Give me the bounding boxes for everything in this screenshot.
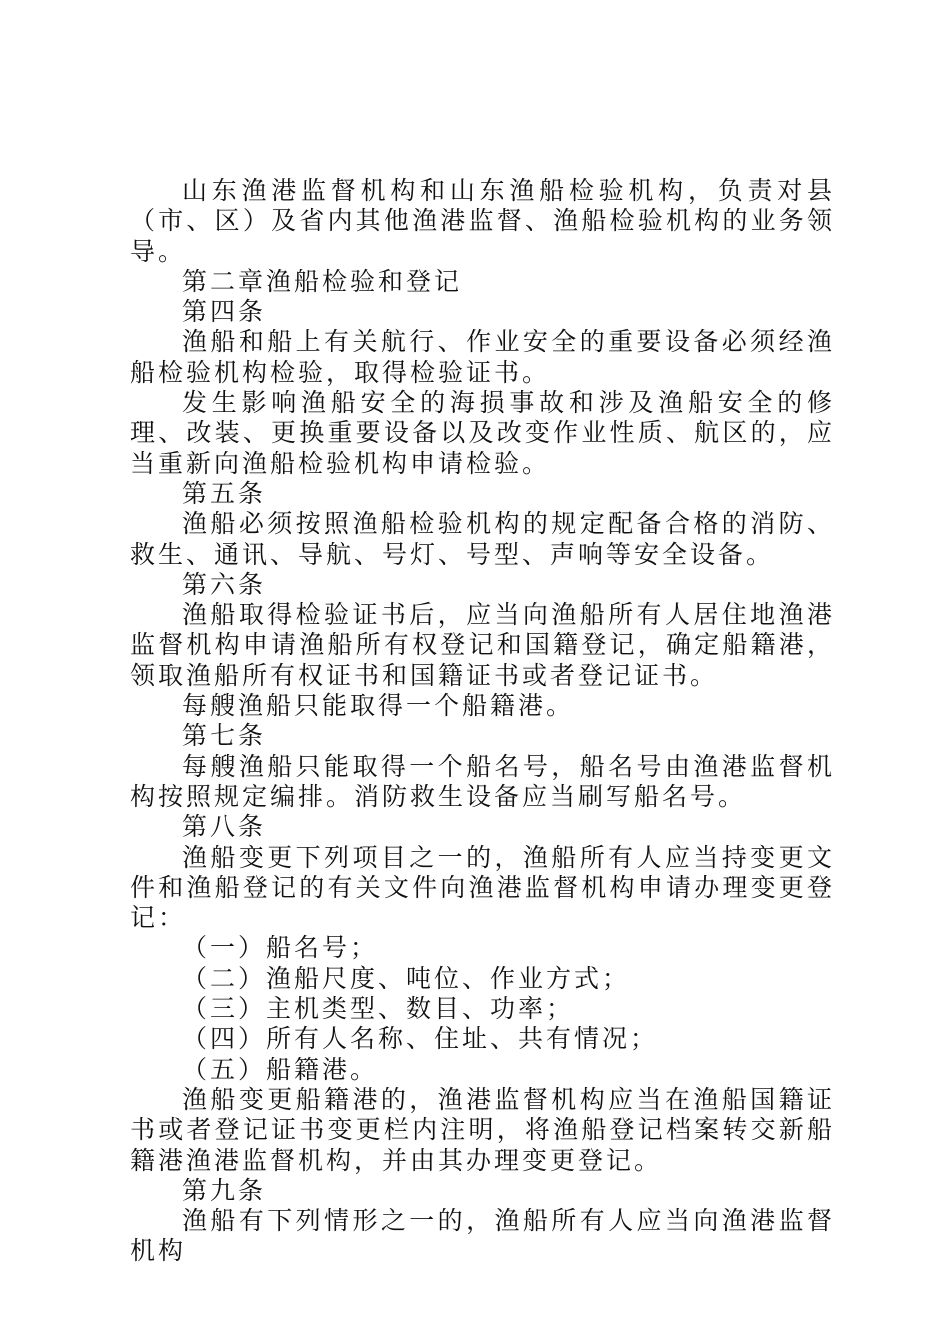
article-8-item-1: （一）船名号； (182, 933, 379, 963)
article-9-paragraph-1: 渔船有下列情形之一的，渔船所有人应当向渔港监督机构 (130, 1206, 835, 1266)
article-8-item-2: （二）渔船尺度、吨位、作业方式； (182, 963, 631, 993)
article-7-paragraph-1: 每艘渔船只能取得一个船名号，船名号由渔港监督机构按照规定编排。消防救生设备应当刷写船名号。 (130, 751, 835, 811)
article-4-paragraph-2: 发生影响渔船安全的海损事故和涉及渔船安全的修理、改装、更换重要设备以及改变作业性质、航区的，应当重新向渔船检验机构申请检验。 (130, 388, 835, 478)
article-8-paragraph-1: 渔船变更下列项目之一的，渔船所有人应当持变更文件和渔船登记的有关文件向渔港监督机构申请办理变更登记： (130, 842, 835, 933)
article-9-heading: 第九条 (182, 1175, 267, 1205)
article-6-paragraph-2: 每艘渔船只能取得一个船籍港。 (182, 691, 575, 721)
article-7-heading: 第七条 (182, 721, 267, 751)
chapter-2-heading: 第二章渔船检验和登记 (182, 266, 463, 296)
article-5-heading: 第五条 (182, 478, 267, 508)
article-8-item-5: （五）船籍港。 (182, 1054, 379, 1084)
article-6-paragraph-1: 渔船取得检验证书后，应当向渔船所有人居住地渔港监督机构申请渔船所有权登记和国籍登记，确定船籍港，领取渔船所有权证书和国籍证书或者登记证书。 (130, 600, 835, 690)
paragraph-supervision-leadership: 山东渔港监督机构和山东渔船检验机构，负责对县（市、区）及省内其他渔港监督、渔船检验机构的业务领导。 (130, 176, 835, 266)
document-body (130, 176, 835, 1267)
article-8-item-3: （三）主机类型、数目、功率； (182, 994, 575, 1024)
article-8-item-4: （四）所有人名称、住址、共有情况； (182, 1024, 659, 1054)
article-4-paragraph-1: 渔船和船上有关航行、作业安全的重要设备必须经渔船检验机构检验，取得检验证书。 (130, 327, 835, 387)
article-6-heading: 第六条 (182, 569, 267, 599)
article-8-paragraph-2: 渔船变更船籍港的，渔港监督机构应当在渔船国籍证书或者登记证书变更栏内注明，将渔船登记档案转交新船籍港渔港监督机构，并由其办理变更登记。 (130, 1084, 835, 1175)
article-8-heading: 第八条 (182, 812, 267, 842)
article-4-heading: 第四条 (182, 297, 267, 327)
article-5-paragraph-1: 渔船必须按照渔船检验机构的规定配备合格的消防、救生、通讯、导航、号灯、号型、声响等安全设备。 (130, 509, 835, 569)
